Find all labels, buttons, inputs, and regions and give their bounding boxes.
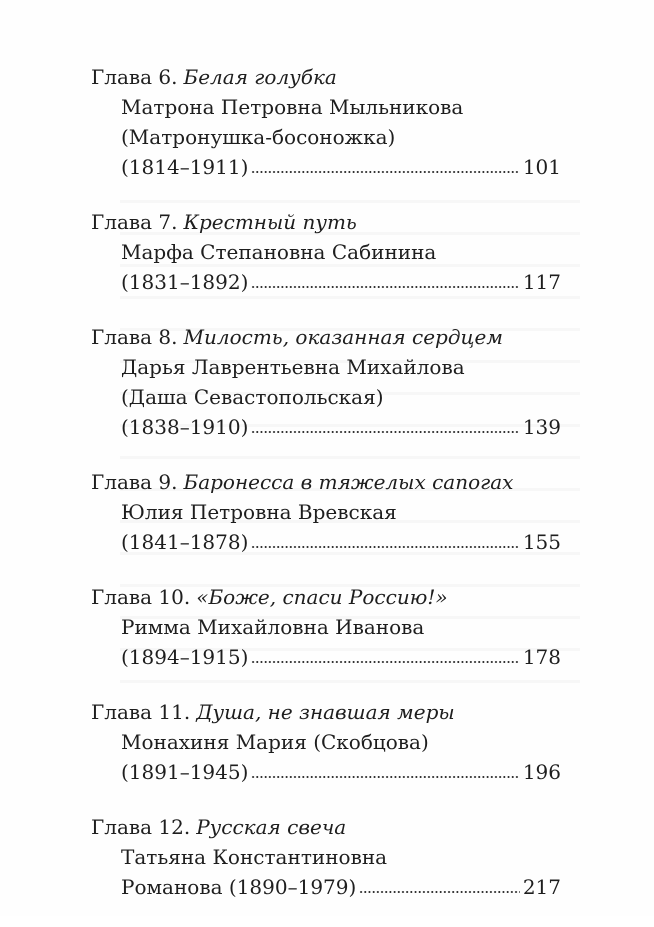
dot-leader (251, 660, 519, 664)
entry-last-line (91, 757, 561, 787)
entry-text: (1891–1945) (121, 760, 249, 784)
entry-line (91, 842, 561, 872)
dot-leader (251, 285, 519, 289)
page-number: 178 (522, 645, 561, 669)
chapter-heading (91, 62, 561, 92)
page-number: 101 (522, 155, 561, 179)
chapter-title: Белая голубка (183, 65, 337, 89)
toc-entry (91, 207, 561, 297)
entry-line (91, 382, 561, 412)
chapter-number: Глава 6. (91, 65, 178, 89)
page-number: 155 (522, 530, 561, 554)
entry-text: Римма Михайловна Иванова (121, 615, 425, 639)
chapter-number: Глава 8. (91, 325, 178, 349)
chapter-heading (91, 812, 561, 842)
entry-line (91, 237, 561, 267)
chapter-title: Милость, оказанная сердцем (183, 325, 503, 349)
entry-line (91, 122, 561, 152)
dot-leader (251, 775, 519, 779)
entry-text: (Даша Севастопольская) (121, 385, 384, 409)
toc-entry (91, 62, 561, 182)
toc-entry (91, 812, 561, 902)
page-number: 139 (522, 415, 561, 439)
entry-text: (Матронушка-босоножка) (121, 125, 396, 149)
chapter-number: Глава 10. (91, 585, 191, 609)
entry-text: Марфа Степановна Сабинина (121, 240, 437, 264)
chapter-title: «Боже, спаси Россию!» (196, 585, 448, 609)
entry-line (91, 497, 561, 527)
dot-leader (251, 170, 519, 174)
entry-line (91, 727, 561, 757)
table-of-contents (91, 62, 561, 927)
entry-last-line (91, 642, 561, 672)
chapter-heading (91, 207, 561, 237)
chapter-title: Крестный путь (183, 210, 357, 234)
entry-last-line (91, 267, 561, 297)
toc-entry (91, 582, 561, 672)
page-number: 117 (522, 270, 561, 294)
entry-text: Дарья Лаврентьевна Михайлова (121, 355, 465, 379)
entry-last-line (91, 412, 561, 442)
entry-text: (1841–1878) (121, 530, 249, 554)
chapter-heading (91, 322, 561, 352)
chapter-title: Баронесса в тяжелых сапогах (183, 470, 514, 494)
entry-text: Романова (1890–1979) (121, 875, 357, 899)
page-number: 217 (522, 875, 561, 899)
entry-last-line (91, 152, 561, 182)
chapter-heading (91, 467, 561, 497)
dot-leader (251, 430, 519, 434)
entry-text: Монахиня Мария (Скобцова) (121, 730, 429, 754)
dot-leader (251, 545, 519, 549)
toc-entry (91, 697, 561, 787)
entry-line (91, 92, 561, 122)
toc-entry (91, 467, 561, 557)
dot-leader (359, 890, 520, 894)
entry-line (91, 352, 561, 382)
entry-text: Татьяна Константиновна (121, 845, 388, 869)
chapter-number: Глава 9. (91, 470, 178, 494)
chapter-number: Глава 7. (91, 210, 178, 234)
entry-line (91, 612, 561, 642)
entry-text: Матрона Петровна Мыльникова (121, 95, 464, 119)
chapter-number: Глава 12. (91, 815, 191, 839)
page-number: 196 (522, 760, 561, 784)
entry-text: (1814–1911) (121, 155, 249, 179)
entry-last-line (91, 527, 561, 557)
chapter-heading (91, 697, 561, 727)
entry-text: (1894–1915) (121, 645, 249, 669)
toc-entry (91, 322, 561, 442)
chapter-number: Глава 11. (91, 700, 191, 724)
entry-text: Юлия Петровна Вревская (121, 500, 397, 524)
chapter-title: Русская свеча (196, 815, 347, 839)
chapter-title: Душа, не знавшая меры (196, 700, 455, 724)
chapter-heading (91, 582, 561, 612)
entry-text: (1838–1910) (121, 415, 249, 439)
entry-last-line (91, 872, 561, 902)
entry-text: (1831–1892) (121, 270, 249, 294)
